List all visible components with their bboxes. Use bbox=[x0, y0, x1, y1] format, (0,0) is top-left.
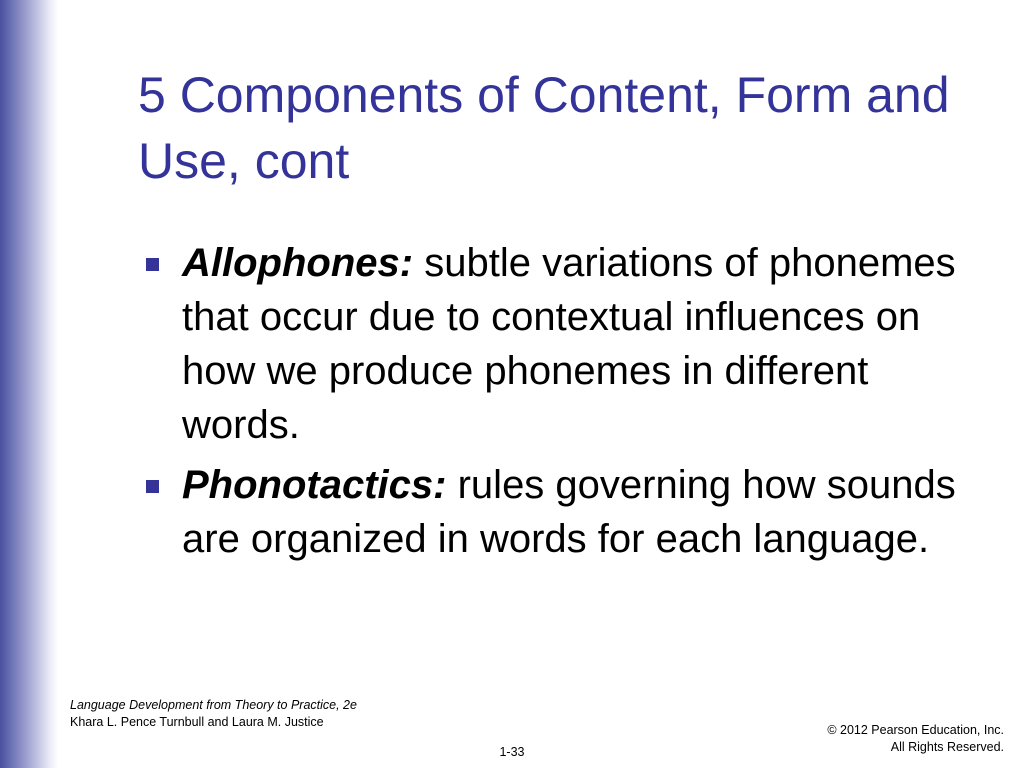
rights-text: All Rights Reserved. bbox=[890, 740, 1004, 754]
footer-book-info bbox=[70, 697, 360, 731]
square-bullet-icon bbox=[146, 258, 159, 271]
copyright-text: © 2012 Pearson Education, Inc. bbox=[827, 723, 1004, 737]
square-bullet-icon bbox=[146, 480, 159, 493]
bullet-term: Phonotactics: bbox=[182, 463, 447, 507]
page-number: 1-33 bbox=[499, 745, 525, 759]
side-gradient-bar bbox=[0, 0, 58, 768]
footer-authors: Khara L. Pence Turnbull and Laura M. Justice bbox=[70, 715, 324, 729]
bullet-term: Allophones: bbox=[182, 241, 414, 285]
bullet-item-allophones bbox=[142, 236, 992, 452]
bullet-item-phonotactics bbox=[142, 458, 992, 566]
bullet-text: rules governing how sounds are organized in words for each language. bbox=[182, 463, 956, 561]
slide-title: 5 Components of Content, Form and Use, cont bbox=[138, 67, 950, 189]
footer-book-title: Language Development from Theory to Practice, 2e bbox=[70, 698, 357, 712]
bullet-list bbox=[142, 236, 992, 572]
footer-copyright bbox=[744, 722, 1004, 756]
bullet-text: subtle variations of phonemes that occur due to contextual influences on how we produce phonemes in different words. bbox=[182, 241, 956, 447]
